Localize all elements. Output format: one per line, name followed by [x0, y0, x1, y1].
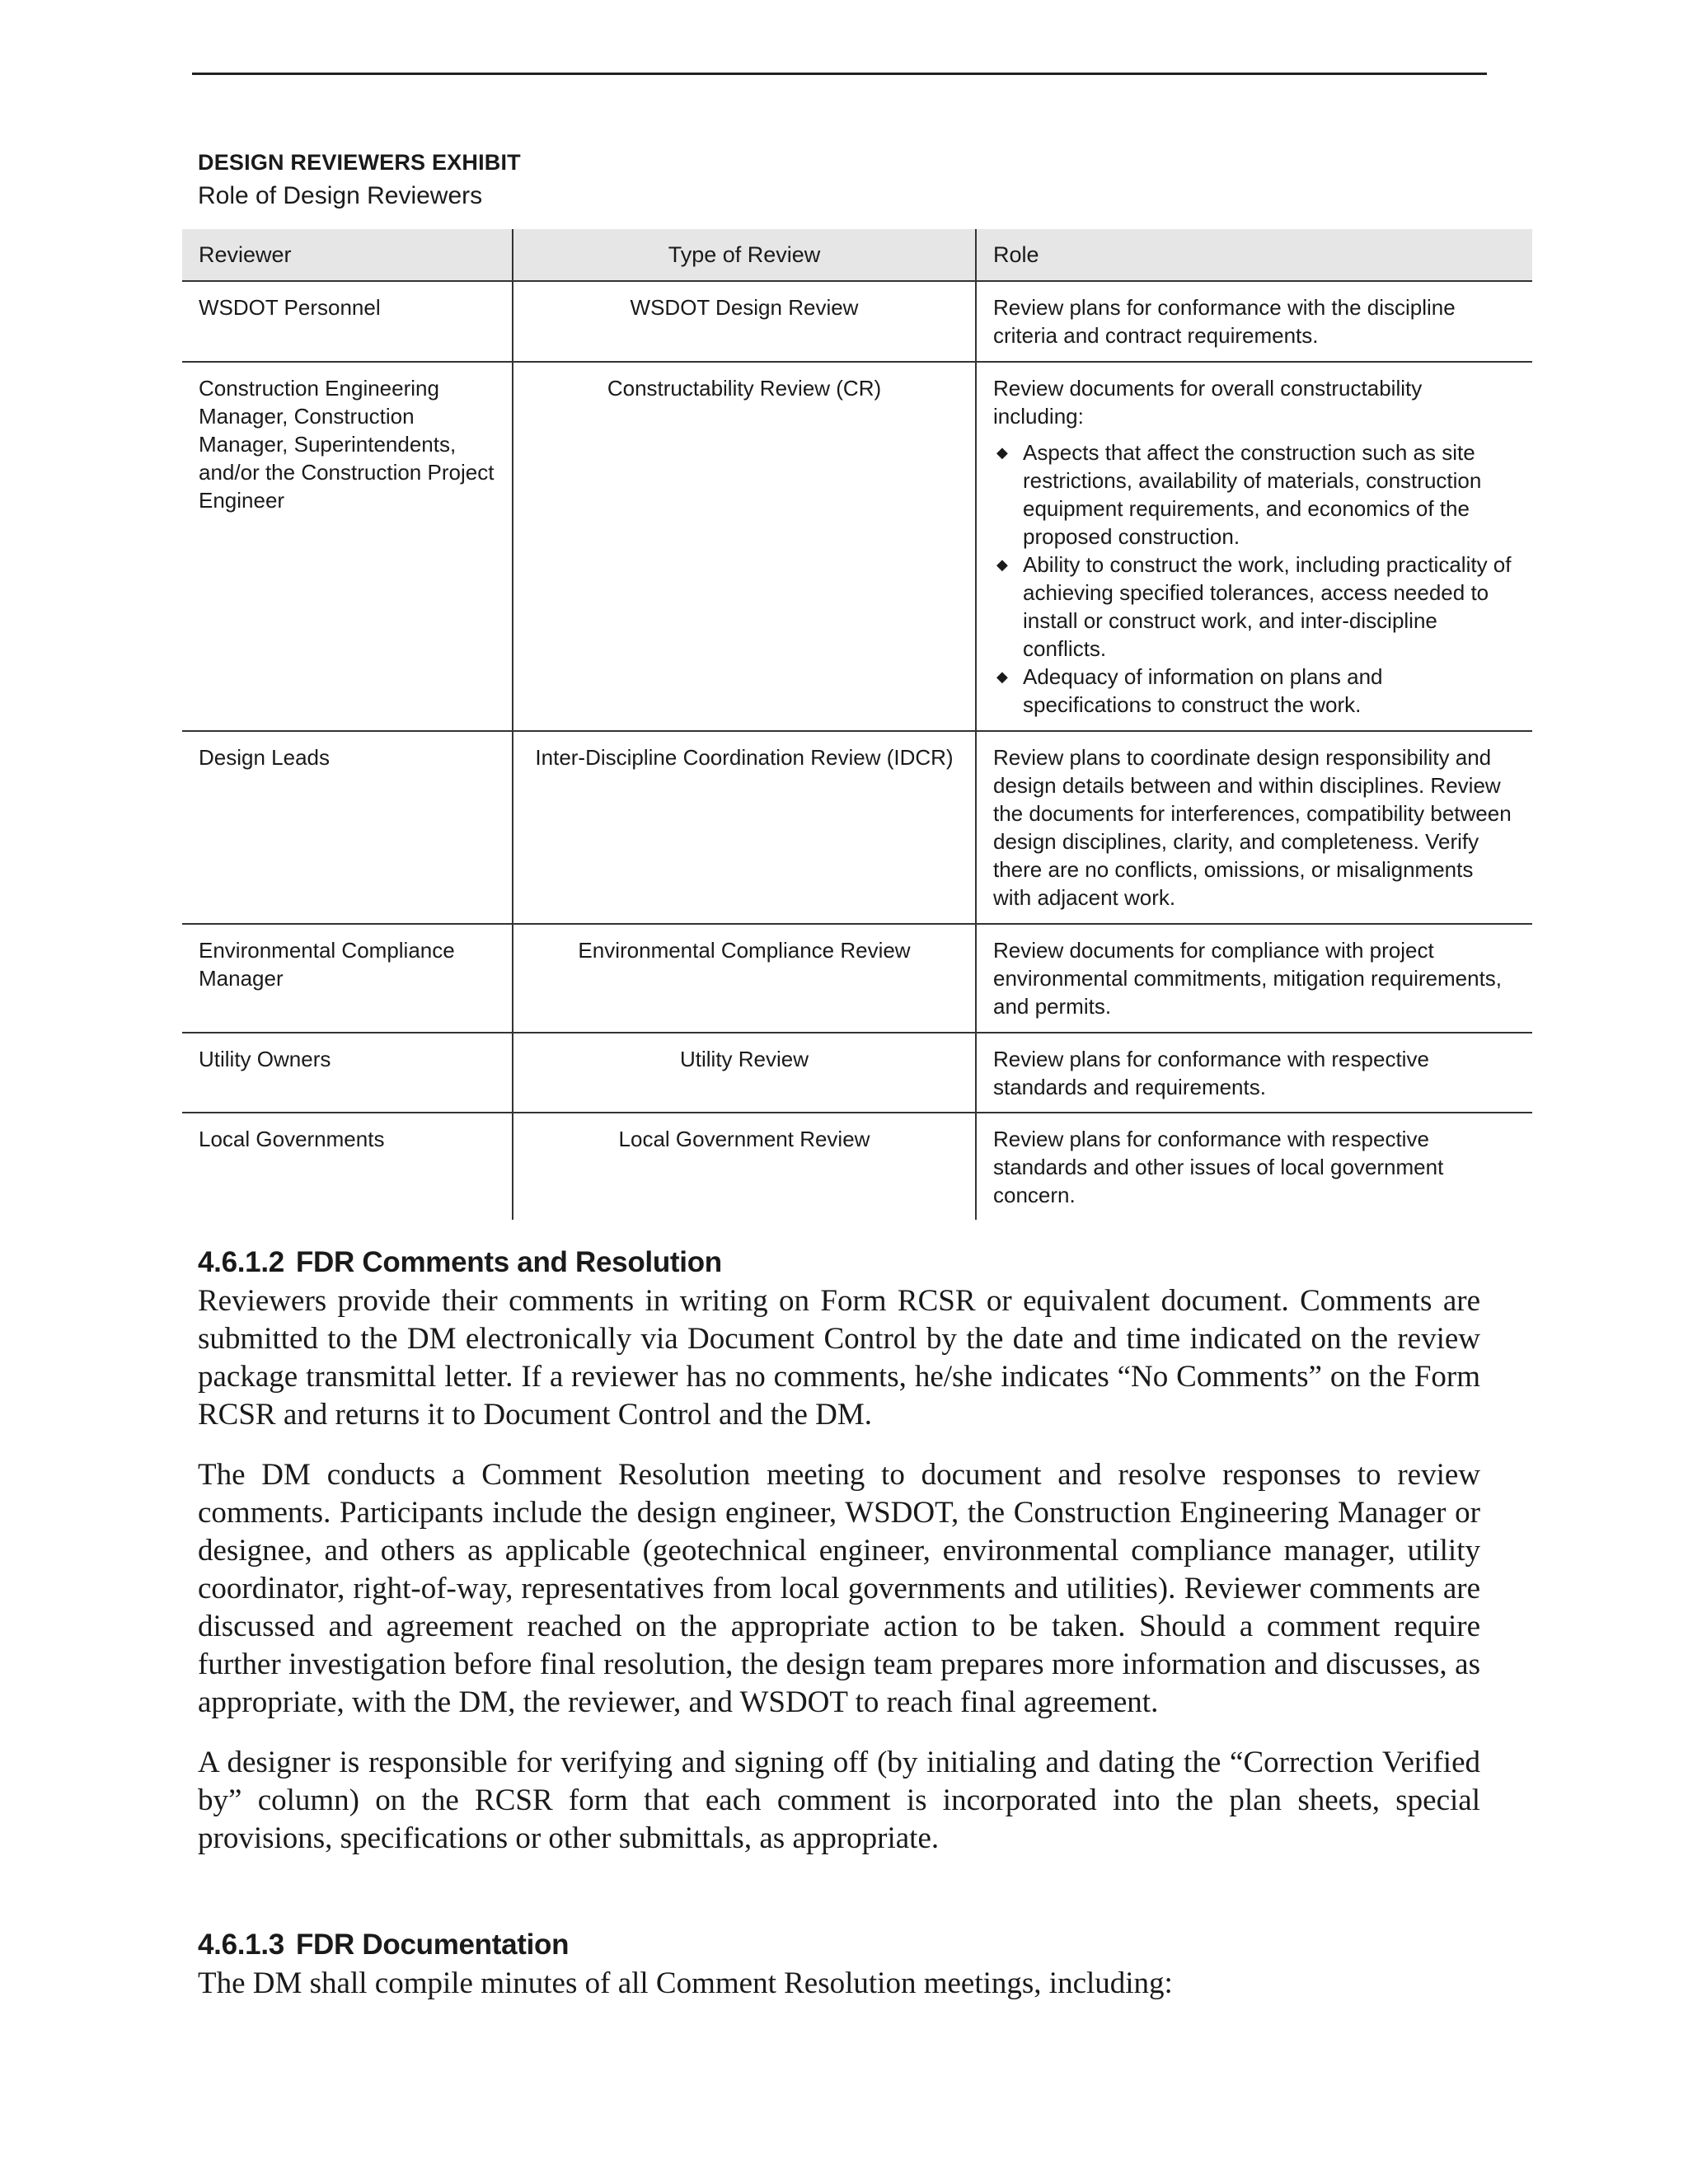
- header-role: Role: [976, 229, 1532, 281]
- paragraph: The DM shall compile minutes of all Comment Resolution meetings, including:: [198, 1966, 1173, 2000]
- header-type-of-review: Type of Review: [513, 229, 976, 281]
- section-title: FDR Comments and Resolution: [295, 1246, 722, 1278]
- section-heading: [198, 1927, 1480, 1963]
- paragraph: A designer is responsible for verifying and signing off (by initialing and dating the “Correction Verified by” column) on the RCSR form that each comment is incorporated into the plan sheets, special provisions, specifications or other submittals, as appropriate.: [198, 1746, 1480, 1855]
- role-cell: [976, 362, 1532, 731]
- diamond-bullet-icon: ◆: [996, 556, 1008, 573]
- table-row: [182, 1033, 1532, 1113]
- section-title: FDR Documentation: [295, 1929, 570, 1961]
- type-cell: Inter-Discipline Coordination Review (IDCR): [513, 731, 976, 924]
- bullet-text: Aspects that affect the construction such as site restrictions, availability of materials, construction equipment requirements, and economics of the proposed construction.: [1023, 440, 1482, 549]
- table-row: [182, 731, 1532, 924]
- bullet-text: Ability to construct the work, including practicality of achieving specified tolerances, access needed to install or construct work, and inter-discipline conflicts.: [1023, 552, 1512, 661]
- list-item: [993, 551, 1516, 663]
- type-cell: Environmental Compliance Review: [513, 924, 976, 1033]
- type-cell: Utility Review: [513, 1033, 976, 1113]
- reviewer-cell: Local Governments: [182, 1113, 513, 1220]
- role-intro: Review documents for overall constructability including:: [993, 376, 1423, 429]
- reviewer-cell: WSDOT Personnel: [182, 281, 513, 362]
- diamond-bullet-icon: ◆: [996, 444, 1008, 461]
- list-item: [993, 438, 1516, 551]
- role-cell: Review documents for compliance with project environmental commitments, mitigation requirements, and permits.: [976, 924, 1532, 1033]
- type-cell: Local Government Review: [513, 1113, 976, 1220]
- paragraph: Reviewers provide their comments in writing on Form RCSR or equivalent document. Comments are submitted to the DM electronically via Document Control by the date and time indicated on the review package transmittal letter. If a reviewer has no comments, he/she indicates “No Comments” on the Form RCSR and returns it to Document Control and the DM.: [198, 1284, 1480, 1432]
- exhibit-subtitle: Role of Design Reviewers: [198, 182, 483, 209]
- reviewer-cell: Utility Owners: [182, 1033, 513, 1113]
- reviewer-cell: Construction Engineering Manager, Construction Manager, Superintendents, and/or the Construction Project Engineer: [182, 362, 513, 731]
- table-header-row: [182, 229, 1532, 281]
- type-cell: WSDOT Design Review: [513, 281, 976, 362]
- section-number: 4.6.1.2: [198, 1246, 284, 1278]
- table-row: [182, 924, 1532, 1033]
- exhibit-header: [198, 148, 1517, 213]
- exhibit-title: DESIGN REVIEWERS EXHIBIT: [198, 150, 521, 175]
- section-4-6-1-2: [198, 1244, 1480, 1858]
- bullet-text: Adequacy of information on plans and specifications to construct the work.: [1023, 664, 1383, 717]
- diamond-bullet-icon: ◆: [996, 668, 1008, 685]
- paragraph: The DM conducts a Comment Resolution meeting to document and resolve responses to review comments. Participants include the design engineer, WSDOT, the Construction Engineering Manager or designee, and others as applicable (geotechnical engineer, environmental compliance manager, utility coordinator, right-of-way, representatives from local governments and utilities). Reviewer comments are discussed and agreement reached on the appropriate action to be taken. Should a comment require further investigation before final resolution, the design team prepares more information and discusses, as appropriate, with the DM, the reviewer, and WSDOT to reach final agreement.: [198, 1458, 1480, 1719]
- type-cell: Constructability Review (CR): [513, 362, 976, 731]
- table-row: [182, 362, 1532, 731]
- section-heading: [198, 1244, 1480, 1281]
- design-reviewers-table: [182, 229, 1532, 1220]
- role-cell: Review plans for conformance with the discipline criteria and contract requirements.: [976, 281, 1532, 362]
- section-number: 4.6.1.3: [198, 1929, 284, 1961]
- header-reviewer: Reviewer: [182, 229, 513, 281]
- role-cell: Review plans for conformance with respective standards and requirements.: [976, 1033, 1532, 1113]
- table-row: [182, 1113, 1532, 1220]
- list-item: [993, 663, 1516, 719]
- role-cell: Review plans for conformance with respective standards and other issues of local government concern.: [993, 1127, 1444, 1207]
- reviewer-cell: Environmental Compliance Manager: [182, 924, 513, 1033]
- role-bullet-list: [993, 438, 1516, 719]
- section-4-6-1-3: [198, 1927, 1480, 2003]
- table-row: [182, 281, 1532, 362]
- role-cell: Review plans to coordinate design responsibility and design details between and within disciplines. Review the documents for interferences, compatibility between design disciplines, clarity, and completeness. Verify there are no conflicts, omissions, or misalignments with adjacent work.: [976, 731, 1532, 924]
- top-rule: [192, 73, 1487, 75]
- reviewer-cell: Design Leads: [182, 731, 513, 924]
